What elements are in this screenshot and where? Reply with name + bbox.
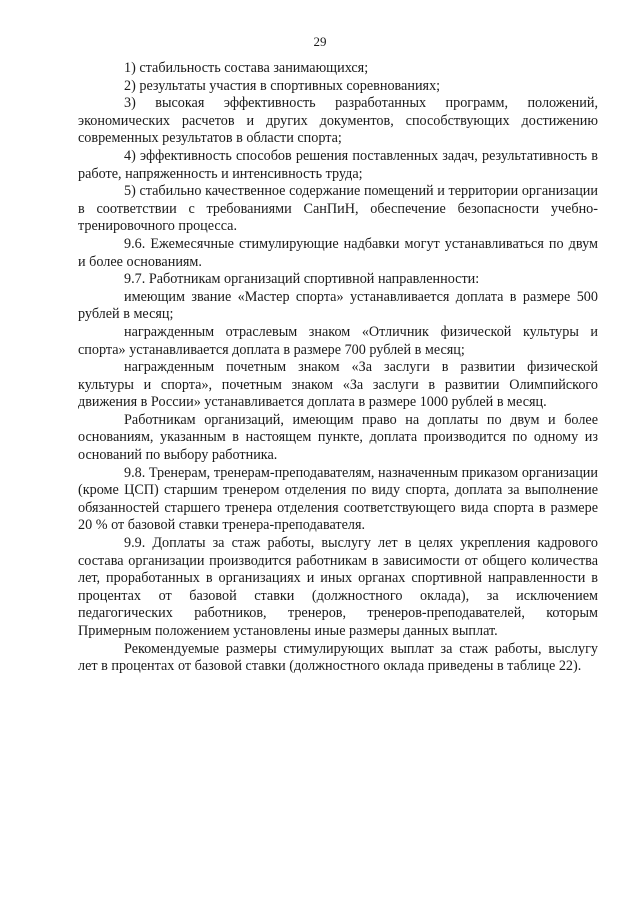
recommended-sizes-paragraph: Рекомендуемые размеры стимулирующих выплат за стаж работы, выслугу лет в процентах от базовой ставки (должностного оклада приведены в таблице 22). xyxy=(78,640,598,675)
clause-9-7-excellence-badge: награжденным отраслевым знаком «Отличник физической культуры и спорта» устанавливается доплата в размере 700 рублей в месяц; xyxy=(78,323,598,358)
clause-9-7-multiple-grounds: Работникам организаций, имеющим право на доплаты по двум и более основаниям, указанным в настоящем пункте, доплата производится по одному из оснований по выбору работника. xyxy=(78,411,598,464)
clause-9-6: 9.6. Ежемесячные стимулирующие надбавки могут устанавливаться по двум и более основаниям. xyxy=(78,235,598,270)
clause-9-8: 9.8. Тренерам, тренерам-преподавателям, назначенным приказом организации (кроме ЦСП) старшим тренером отделения по виду спорта, доплата за выполнение обязанностей старшего тренера отделения соответствующего вида спорта в размере 20 % от базовой ставки тренера-преподавателя. xyxy=(78,464,598,534)
page-number: 29 xyxy=(313,34,327,49)
list-item-1: 1) стабильность состава занимающихся; xyxy=(124,60,369,76)
list-item-5: 5) стабильно качественное содержание помещений и территории организации в соответствии с требованиями СанПиН, обеспечение безопасности учебно-тренировочного процесса. xyxy=(78,183,598,235)
list-item-3: 3) высокая эффективность разработанных программ, положений, экономических расчетов и других документов, способствующих достижению современных результатов в области спорта; xyxy=(78,95,598,147)
clause-9-9: 9.9. Доплаты за стаж работы, выслугу лет в целях укрепления кадрового состава организации производится работникам в зависимости от общего количества лет, проработанных в организациях и иных органах спортивной направленности в процентах от базовой ставки (должностного оклада), за исключением педагогических работников, тренеров, тренеров-преподавателей, которым Примерным положением установлены иные размеры данных выплат. xyxy=(78,535,598,639)
list-item-2: 2) результаты участия в спортивных соревнованиях; xyxy=(124,77,441,94)
clause-9-7-honorary-badge: награжденным почетным знаком «За заслуги в развитии физической культуры и спорта», почетным знаком «За заслуги в развитии Олимпийского движения в России» устанавливается доплата в размере 1000 рублей в месяц. xyxy=(78,359,598,411)
clause-9-7-master-of-sport: имеющим звание «Мастер спорта» устанавливается доплата в размере 500 рублей в месяц; xyxy=(78,288,598,323)
list-item-4: 4) эффективность способов решения поставленных задач, результативность в работе, напряженность и интенсивность труда; xyxy=(78,147,598,182)
clause-9-7: 9.7. Работникам организаций спортивной направленности: xyxy=(124,271,480,288)
document-body xyxy=(78,60,598,676)
